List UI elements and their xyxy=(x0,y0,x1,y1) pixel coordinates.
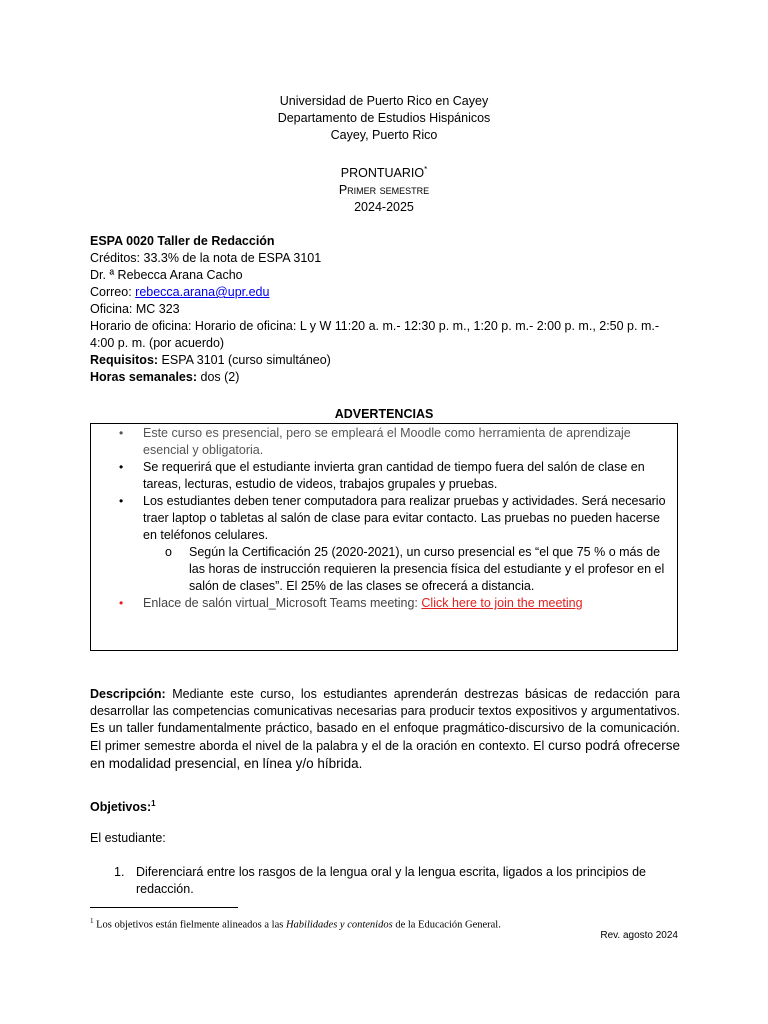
footnote-text-after: de la Educación General. xyxy=(392,919,501,931)
advertencia-item xyxy=(91,425,679,459)
bullet-icon: • xyxy=(119,460,124,474)
teams-meeting-link[interactable]: Click here to join the meeting xyxy=(421,596,583,610)
weekly-hours-label: Horas semanales: xyxy=(90,370,198,384)
university-name: Universidad de Puerto Rico en Cayey xyxy=(279,94,489,108)
footnote xyxy=(90,914,501,933)
document-title-mark: * xyxy=(424,165,428,174)
list-item-number: 1. xyxy=(114,865,125,879)
course-info xyxy=(90,233,680,386)
advertencias-list xyxy=(91,425,679,612)
list-item xyxy=(90,864,680,898)
advertencia-item-link xyxy=(91,595,679,612)
teams-link-label: Enlace de salón virtual_Microsoft Teams meeting: xyxy=(143,596,422,610)
professor-name: Dr. ª Rebecca Arana Cacho xyxy=(90,268,243,282)
academic-year: 2024-2025 xyxy=(354,200,414,215)
advertencia-text: Se requerirá que el estudiante invierta gran cantidad de tiempo fuera del salón de clase en tareas, lecturas, estudio de videos, trabajos grupales y pruebas. xyxy=(143,460,645,491)
document-header xyxy=(0,93,768,216)
description-text: Mediante este curso, los estudiantes aprenderán destrezas básicas de redacción para desarrollar las competencias comunicativas necesarias para producir textos expositivos y argumentativos. Es un taller fundamentalmente práctico, basado en el enfoque pragmático-discursivo de la comunicación. El primer semestre aborda el nivel de la palabra y el de la oración en contexto. El xyxy=(90,687,680,753)
advertencia-item xyxy=(91,459,679,493)
office-hours: Horario de oficina: Horario de oficina: L y W 11:20 a. m.- 12:30 p. m., 1:20 p. m.- 2:00 p. m., 2:50 p. m.- 4:00 p. m. (por acuerdo) xyxy=(90,319,660,350)
objectives-label: Objetivos: xyxy=(90,800,152,815)
red-bullet-icon: • xyxy=(119,596,124,610)
document-title-text: PRONTUARIO xyxy=(340,166,425,181)
sub-bullet-icon: o xyxy=(165,545,172,559)
email-label: Correo: xyxy=(90,285,136,299)
semester: Primer semestre xyxy=(338,183,430,198)
location: Cayey, Puerto Rico xyxy=(330,128,438,142)
course-code-title: ESPA 0020 Taller de Redacción xyxy=(90,234,275,248)
email-link[interactable]: rebecca.arana@upr.edu xyxy=(135,285,270,299)
footnote-text-italic: Habilidades y contenidos xyxy=(285,919,393,931)
description-label: Descripción: xyxy=(90,687,166,701)
objectives-intro: El estudiante: xyxy=(90,831,166,845)
advertencia-subitem xyxy=(91,544,679,595)
description-paragraph xyxy=(90,686,680,773)
weekly-hours-value: dos (2) xyxy=(197,370,240,384)
office: Oficina: MC 323 xyxy=(90,302,180,316)
course-credits: Créditos: 33.3% de la nota de ESPA 3101 xyxy=(90,251,322,265)
footnote-ref: 1 xyxy=(151,799,156,808)
department-name: Departamento de Estudios Hispánicos xyxy=(277,111,491,125)
advertencia-text: Este curso es presencial, pero se empleará el Moodle como herramienta de aprendizaje esencial y obligatoria. xyxy=(143,426,631,457)
footnote-separator xyxy=(90,907,238,908)
advertencias-title: ADVERTENCIAS xyxy=(334,407,434,421)
advertencia-subitem-text: Según la Certificación 25 (2020-2021), un curso presencial es “el que 75 % o más de las horas de instrucción requieren la presencia física del estudiante y el profesor en el salón de clases”. El 25% de las clases se ofrecerá a distancia. xyxy=(189,545,665,593)
bullet-icon: • xyxy=(119,494,124,508)
revision-date: Rev. agosto 2024 xyxy=(600,930,678,941)
objectives-list xyxy=(90,864,680,898)
advertencia-text: Los estudiantes deben tener computadora para realizar pruebas y actividades. Será necesario traer laptop o tabletas al salón de clase para evitar contacto. Las pruebas no pueden hacerse en teléfonos celulares. xyxy=(143,494,666,542)
email-line xyxy=(90,284,680,301)
document-title xyxy=(0,161,768,182)
list-item-text: Diferenciará entre los rasgos de la lengua oral y la lengua escrita, ligados a los principios de redacción. xyxy=(136,865,647,896)
weekly-hours xyxy=(90,369,680,386)
description-text-larger: curso podrá ofrecerse en modalidad presencial, en línea y/o híbrida. xyxy=(90,738,680,771)
footnote-mark: 1 xyxy=(90,917,94,925)
objectives-heading xyxy=(90,795,156,816)
requirements-label: Requisitos: xyxy=(90,353,159,367)
requirements xyxy=(90,352,680,369)
requirements-value: ESPA 3101 (curso simultáneo) xyxy=(158,353,331,367)
advertencia-item xyxy=(91,493,679,544)
bullet-icon: • xyxy=(119,426,124,440)
advertencias-box xyxy=(90,423,678,651)
footnote-text-before: Los objetivos están fielmente alineados a las xyxy=(93,919,286,931)
